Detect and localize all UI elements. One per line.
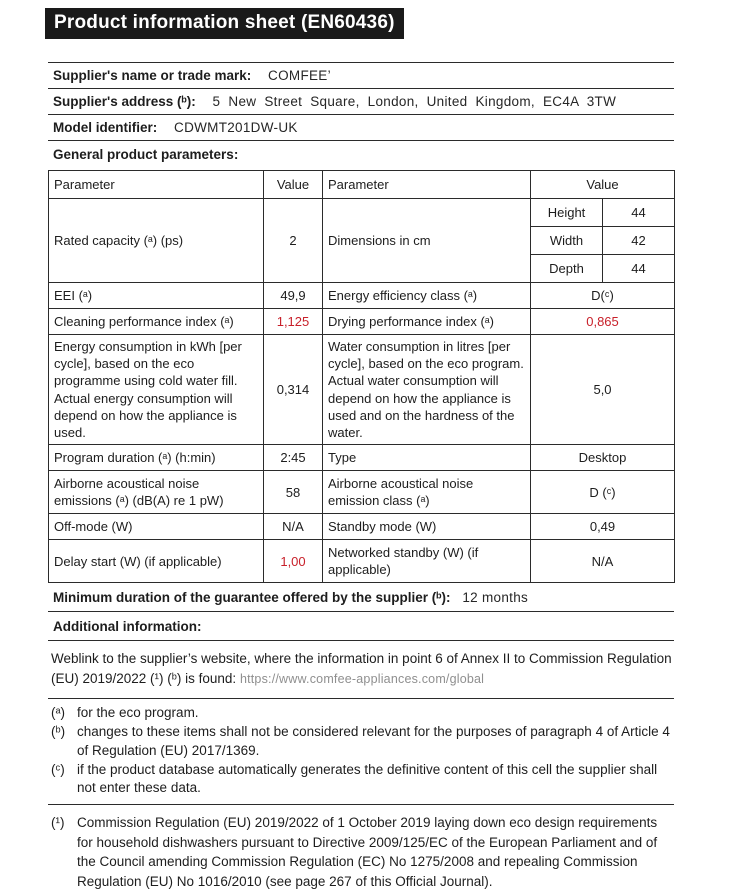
- value-cell: 1,125: [264, 309, 323, 335]
- table-header-row: [49, 171, 675, 199]
- model-identifier-row: [48, 114, 674, 140]
- parameter-cell: Type: [323, 445, 531, 471]
- additional-information-heading: Additional information:: [48, 612, 674, 641]
- table-row-delay-start: [49, 540, 675, 583]
- parameter-cell: Energy consumption in kWh [per cycle], based on the eco programme using cold water fill. Actual energy consumption will depend on how the appliance is used.: [49, 335, 264, 445]
- model-identifier-value: CDWMT201DW-UK: [174, 120, 298, 135]
- footnote-b: [51, 723, 674, 761]
- footnote-marker: (¹): [51, 815, 65, 831]
- value-cell: D (ᶜ): [531, 471, 675, 514]
- footnote-marker: (ᶜ): [51, 761, 65, 777]
- guarantee-value: 12 months: [462, 590, 529, 606]
- footnotes-block: [48, 699, 674, 804]
- supplier-name-label: Supplier's name or trade mark:: [53, 68, 252, 83]
- sheet-content: [48, 62, 674, 891]
- parameter-cell: Water consumption in litres [per cycle], based on the eco program. Actual water consumption will depend on how the appliance is used and on the hardness of the water.: [323, 335, 531, 445]
- value-cell: 0,49: [531, 514, 675, 540]
- value-cell: D(ᶜ): [531, 283, 675, 309]
- dimension-label: Depth: [531, 255, 603, 283]
- footnote-marker: (ᵃ): [51, 705, 66, 721]
- value-cell: 0,865: [531, 309, 675, 335]
- parameter-cell: Networked standby (W) (if applicable): [323, 540, 531, 583]
- table-row-cleaning-index: [49, 309, 675, 335]
- value-cell: 58: [264, 471, 323, 514]
- parameter-cell: Standby mode (W): [323, 514, 531, 540]
- column-header-parameter-right: Parameter: [323, 171, 531, 199]
- footnote-marker: (ᵇ): [51, 724, 66, 740]
- model-identifier-label: Model identifier:: [53, 120, 158, 135]
- footnote-text: if the product database automatically generates the definitive content of this cell the supplier shall not enter these data.: [77, 761, 658, 796]
- value-cell: 2:45: [264, 445, 323, 471]
- weblink-paragraph: [48, 641, 674, 698]
- dimension-label: Height: [531, 199, 603, 227]
- table-row-eei: [49, 283, 675, 309]
- guarantee-label: Minimum duration of the guarantee offered by the supplier (ᵇ):: [53, 590, 451, 606]
- general-parameters-heading: General product parameters:: [48, 140, 674, 167]
- supplier-address-row: [48, 88, 674, 114]
- weblink-url[interactable]: https://www.comfee-appliances.com/global: [239, 672, 485, 687]
- value-cell: 5,0: [531, 335, 675, 445]
- page-title: [45, 8, 404, 39]
- parameter-cell: Program duration (ᵃ) (h:min): [49, 445, 264, 471]
- column-header-value-right: Value: [531, 171, 675, 199]
- value-cell: 0,314: [264, 335, 323, 445]
- table-row-off-mode: [49, 514, 675, 540]
- column-header-value-left: Value: [264, 171, 323, 199]
- parameter-cell: Off-mode (W): [49, 514, 264, 540]
- value-cell: N/A: [264, 514, 323, 540]
- supplier-name-row: [48, 62, 674, 88]
- supplier-name-value: COMFEE’: [268, 68, 331, 83]
- parameter-cell: Rated capacity (ᵃ) (ps): [49, 199, 264, 283]
- regulation-note: [48, 805, 674, 891]
- parameter-cell: Drying performance index (ᵃ): [323, 309, 531, 335]
- value-cell: 49,9: [264, 283, 323, 309]
- page-title-text: Product information sheet (EN60436): [54, 12, 395, 33]
- value-cell: N/A: [531, 540, 675, 583]
- product-parameters-table: [48, 170, 675, 583]
- dimension-value: 42: [603, 227, 675, 255]
- footnote-text: changes to these items shall not be considered relevant for the purposes of paragraph 4 of Article 4 of Regulation (EU) 2017/1369.: [77, 724, 670, 758]
- parameter-cell: Airborne acoustical noise emission class (ᵃ): [323, 471, 531, 514]
- value-cell: 1,00: [264, 540, 323, 583]
- table-row-noise-emissions: [49, 471, 675, 514]
- value-cell: 2: [264, 199, 323, 283]
- parameter-cell: Cleaning performance index (ᵃ): [49, 309, 264, 335]
- supplier-address-value: 5 New Street Square, London, United Kingdom, EC4A 3TW: [212, 94, 617, 109]
- footnote-a: [51, 704, 674, 723]
- value-cell: Desktop: [531, 445, 675, 471]
- footnote-c: [51, 761, 674, 799]
- dimension-value: 44: [603, 199, 675, 227]
- guarantee-row: [48, 583, 674, 612]
- dimension-label: Width: [531, 227, 603, 255]
- column-header-parameter-left: Parameter: [49, 171, 264, 199]
- dimension-value: 44: [603, 255, 675, 283]
- parameter-cell: Delay start (W) (if applicable): [49, 540, 264, 583]
- table-row-rated-capacity: [49, 199, 675, 227]
- table-row-program-duration: [49, 445, 675, 471]
- table-row-energy-consumption: [49, 335, 675, 445]
- parameter-cell: Energy efficiency class (ᵃ): [323, 283, 531, 309]
- parameter-cell: Dimensions in cm: [323, 199, 531, 283]
- parameter-cell: EEI (ᵃ): [49, 283, 264, 309]
- supplier-address-label: Supplier's address (ᵇ):: [53, 94, 196, 109]
- weblink-text: Weblink to the supplier’s website, where the information in point 6 of Annex II to Commission Regulation (EU) 2019/2022 (¹) (ᵇ) is found:: [51, 651, 672, 687]
- footnote-text: for the eco program.: [77, 705, 199, 721]
- regulation-note-text: Commission Regulation (EU) 2019/2022 of 1 October 2019 laying down eco design requirements for household dishwashers pursuant to Directive 2009/125/EC of the European Parliament and of the Council amending Commission Regulation (EC) No 1275/2008 and repealing Commission Regulation (EU) No 1016/2010 (see page 267 of this Official Journal).: [77, 815, 658, 889]
- parameter-cell: Airborne acoustical noise emissions (ᵃ) (dB(A) re 1 pW): [49, 471, 264, 514]
